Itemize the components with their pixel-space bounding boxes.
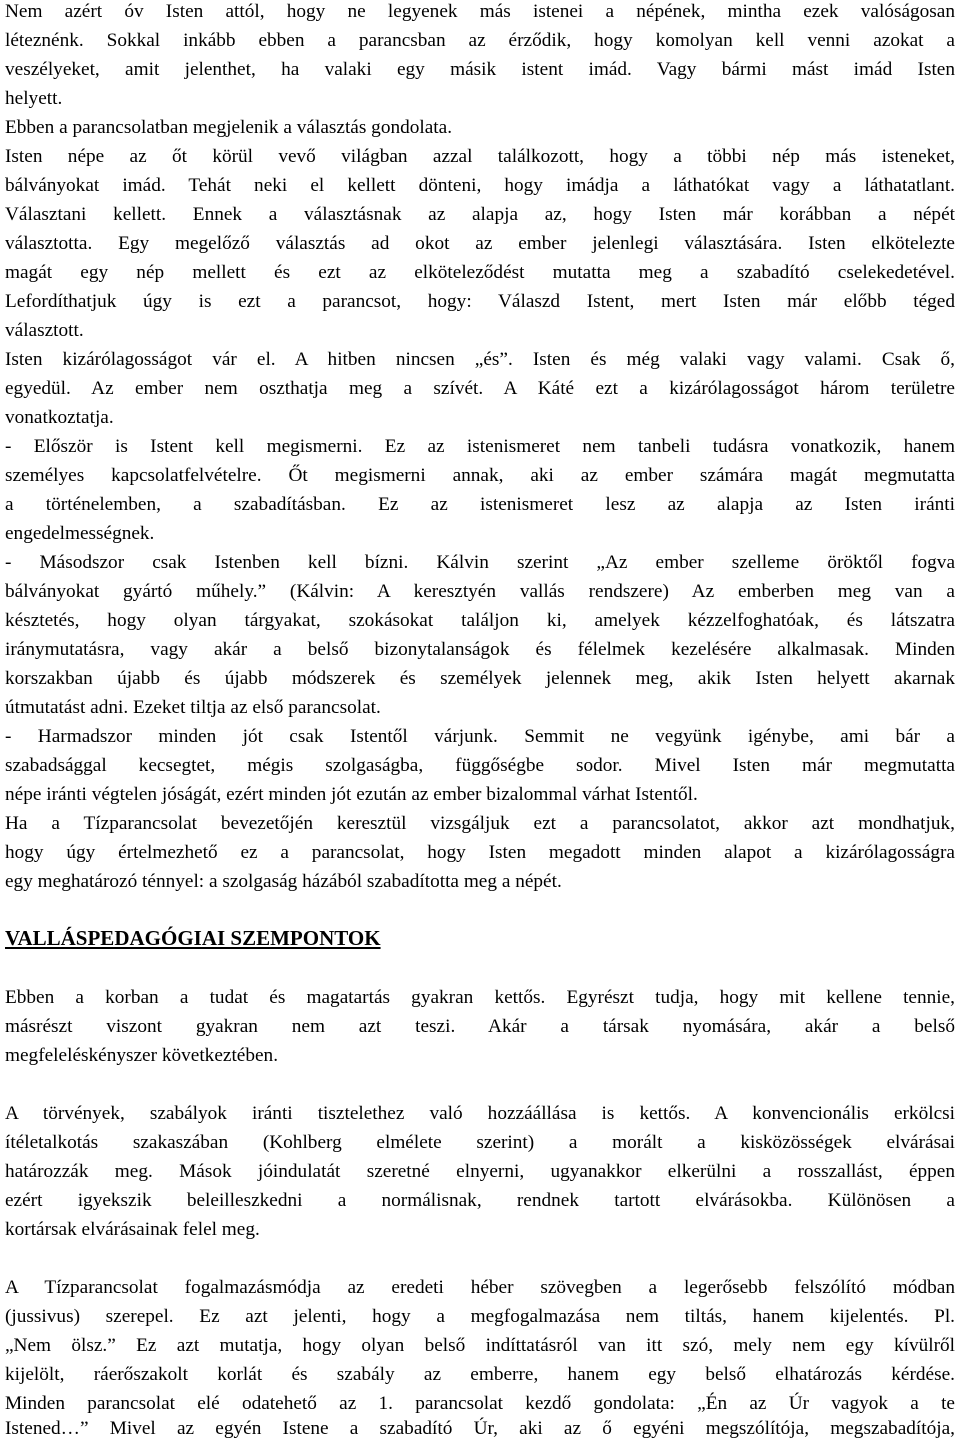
text-line: A Tízparancsolat fogalmazásmódja az eredeti héber szövegben a legerősebb felszólító módban	[5, 1277, 955, 1298]
text-line: veszélyeket, amit jelenthet, ha valaki egy másik istent imád. Vagy bármi mást imád Isten	[5, 59, 955, 80]
text-line: Ha a Tízparancsolat bevezetőjén keresztül vizsgáljuk ezt a parancsolatot, akkor azt mondhatjuk,	[5, 813, 955, 834]
text-line: Lefordíthatjuk úgy is ezt a parancsot, hogy: Válaszd Istent, mert Isten már előbb téged	[5, 291, 955, 312]
text-line: bálványokat gyártó műhely.” (Kálvin: A keresztyén vallás rendszere) Az emberben meg van a	[5, 581, 955, 602]
text-line: Minden parancsolat elé odatehető az 1. parancsolat kezdő gondolata: „Én az Úr vagyok a te	[5, 1393, 955, 1414]
text-line: helyett.	[5, 88, 63, 109]
text-line: választott.	[5, 320, 84, 341]
text-line: ítéletalkotás szakaszában (Kohlberg elmélete szerint) a morált a kisközösségek elvárásai	[5, 1132, 955, 1153]
text-line: korszakban újabb és újabb módszerek és személyek jelennek meg, akik Isten helyett akarnak	[5, 668, 955, 689]
text-line: (jussivus) szerepel. Ez azt jelenti, hogy a megfogalmazása nem tiltás, hanem kijelentés. Pl.	[5, 1306, 955, 1327]
text-line: egyedül. Az ember nem oszthatja meg a szívét. A Káté ezt a kizárólagosságot három területre	[5, 378, 955, 399]
text-line: bálványokat imád. Tehát neki el kellett dönteni, hogy imádja a láthatókat vagy a láthatatlant.	[5, 175, 955, 196]
text-line: választotta. Egy megelőző választás ad okot az ember jelenlegi választására. Isten elkötelezte	[5, 233, 955, 254]
text-line: Isten kizárólagosságot vár el. A hitben nincsen „és”. Isten és még valaki vagy valami. Csak ő,	[5, 349, 955, 370]
text-line: vonatkoztatja.	[5, 407, 114, 428]
text-line: népe iránti végtelen jóságát, ezért minden jót ezután az ember bizalommal várhat Istentől.	[5, 784, 698, 805]
text-line: iránymutatásra, vagy akár a belső bizonytalanságok és félelmek kezelésére alkalmasak. Minden	[5, 639, 955, 660]
section-heading: VALLÁSPEDAGÓGIAI SZEMPONTOK	[5, 926, 381, 950]
text-line: útmutatást adni. Ezeket tiltja az első parancsolat.	[5, 697, 381, 718]
text-line: kortársak elvárásainak felel meg.	[5, 1219, 260, 1240]
text-line: „Nem ölsz.” Ez azt mutatja, hogy olyan belső indíttatásról van itt szó, mely nem egy kívülről	[5, 1335, 955, 1356]
text-line: hogy úgy értelmezhető ez a parancsolat, hogy Isten megadott minden alapot a kizárólagosságra	[5, 842, 955, 863]
text-line: kijelölt, ráerőszakolt korlát és szabály az emberre, hanem egy belső elhatározás kérdése.	[5, 1364, 955, 1385]
text-line: egy meghatározó ténnyel: a szolgaság házából szabadította meg a népét.	[5, 871, 562, 892]
text-line: ezért igyekszik beleilleszkedni a normálisnak, rendnek tartott elvárásokba. Különösen a	[5, 1190, 955, 1211]
text-line: A törvények, szabályok iránti tisztelethez való hozzáállása is kettős. A konvencionális erkölcsi	[5, 1103, 955, 1124]
text-line: - Harmadszor minden jót csak Istentől várjunk. Semmit ne vegyünk igénybe, ami bár a	[5, 726, 955, 747]
text-line: megfeleléskényszer következtében.	[5, 1045, 279, 1066]
text-line: személyes kapcsolatfelvételre. Őt megismerni annak, aki az ember számára magát megmutatta	[5, 465, 955, 486]
text-line: Ebben a parancsolatban megjelenik a választás gondolata.	[5, 117, 453, 138]
text-line: szabadsággal kecsegtet, mégis szolgaságba, függőségbe sodor. Mivel Isten már megmutatta	[5, 755, 955, 776]
text-line: engedelmességnek.	[5, 523, 155, 544]
text-line: léteznénk. Sokkal inkább ebben a parancsban az érződik, hogy komolyan kell venni azokat a	[5, 30, 955, 51]
text-line: Ebben a korban a tudat és magatartás gyakran kettős. Egyrészt tudja, hogy mit kellene tennie,	[5, 987, 955, 1008]
text-line: Választani kellett. Ennek a választásnak az alapja az, hogy Isten már korábban a népét	[5, 204, 955, 225]
text-line: magát egy nép mellett és ezt az elköteleződést mutatta meg a szabadító cselekedetével.	[5, 262, 955, 283]
text-line: - Másodszor csak Istenben kell bízni. Kálvin szerint „Az ember szelleme öröktől fogva	[5, 552, 955, 573]
text-line: Nem azért óv Isten attól, hogy ne legyenek más istenei a népének, mintha ezek valóságosan	[5, 1, 955, 22]
text-line: másrészt viszont gyakran nem azt teszi. Akár a társak nyomására, akár a belső	[5, 1016, 955, 1037]
text-line: Istened…” Mivel az egyén Istene a szabadító Úr, aki az ő egyéni megszólítója, megszabadítója,	[5, 1418, 955, 1439]
text-line: határozzák meg. Mások jóindulatát szeretné elnyerni, ugyanakkor elkerülni a rosszallást, éppen	[5, 1161, 955, 1182]
text-line: - Először is Istent kell megismerni. Ez az istenismeret nem tanbeli tudásra vonatkozik, hanem	[5, 436, 955, 457]
text-line: Isten népe az őt körül vevő világban azzal találkozott, hogy a többi nép más isteneket,	[5, 146, 955, 167]
text-line: a történelemben, a szabadításban. Ez az istenismeret lesz az alapja az Isten iránti	[5, 494, 955, 515]
text-line: késztetés, hogy olyan tárgyakat, szokásokat találjon ki, amelyek kézzelfoghatóak, és látszatra	[5, 610, 955, 631]
